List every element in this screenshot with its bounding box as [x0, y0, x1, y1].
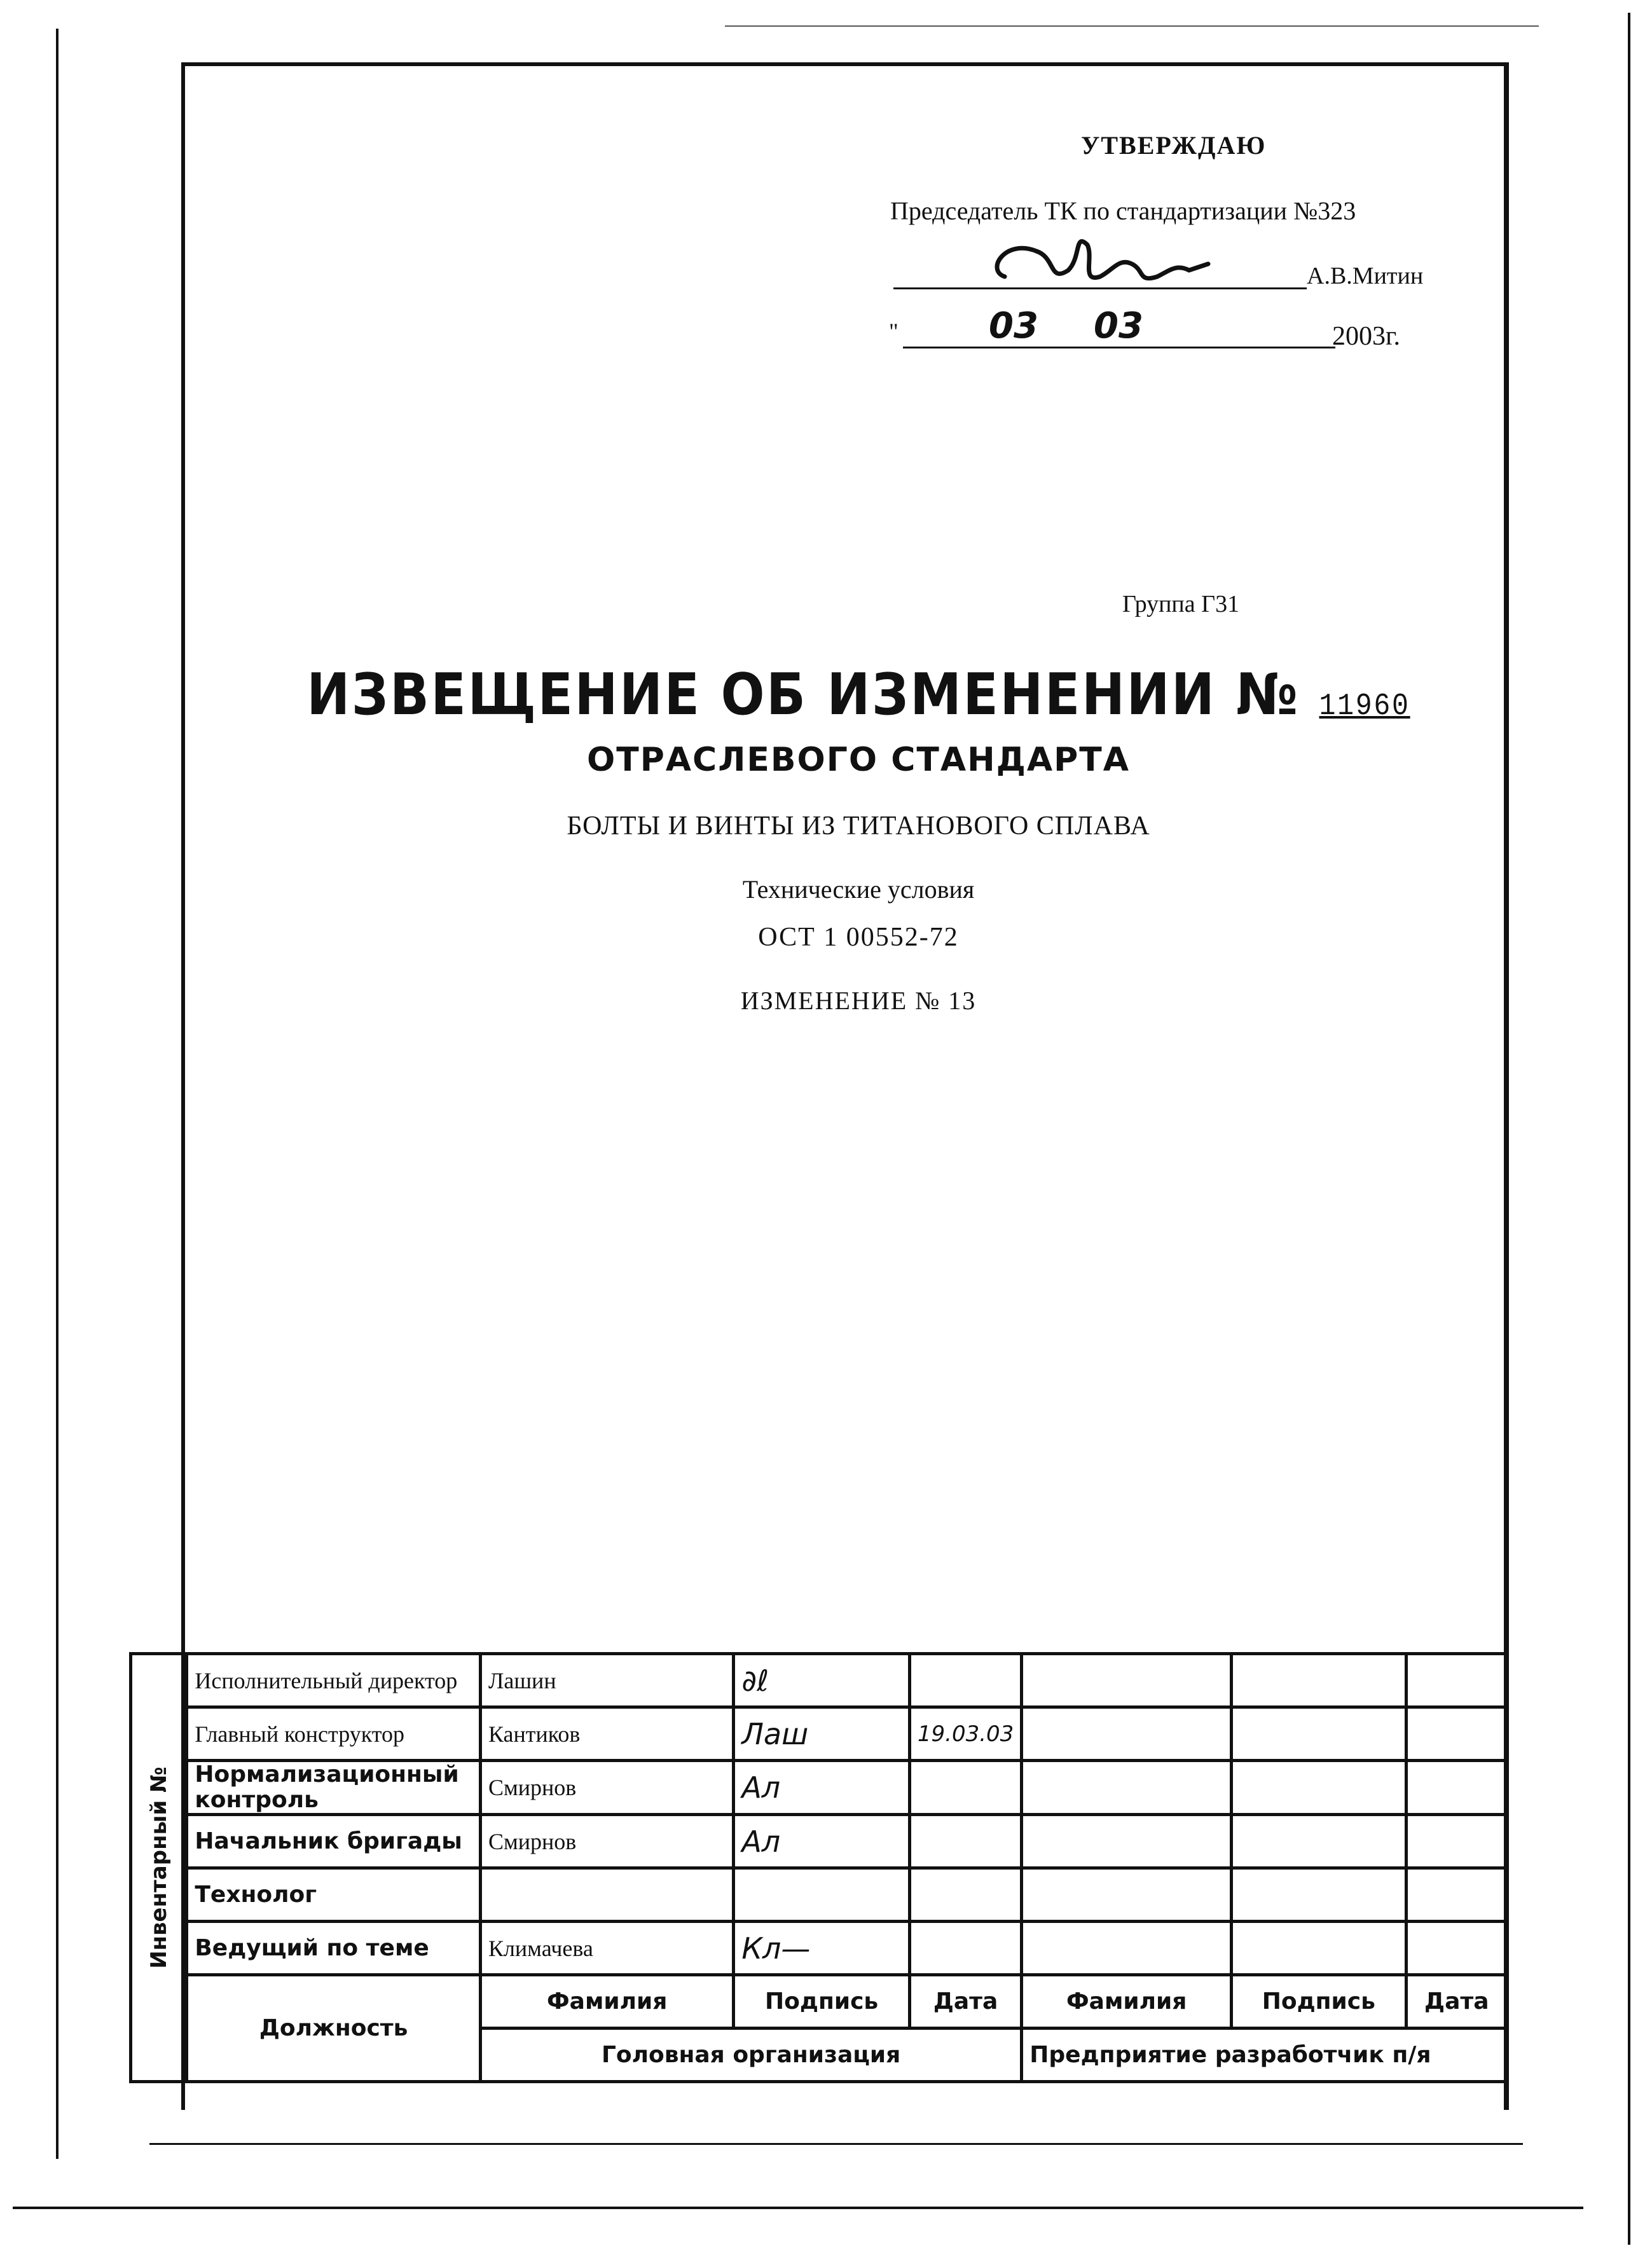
empty-cell — [1232, 1815, 1407, 1868]
table-row — [131, 1761, 1508, 1815]
standard-code: ОСТ 1 00552-72 — [758, 923, 959, 952]
empty-cell — [1406, 1707, 1507, 1761]
notice-title-text: ИЗВЕЩЕНИЕ ОБ ИЗМЕНЕНИИ № — [306, 661, 1300, 728]
header-surname: Фамилия — [480, 1975, 733, 2029]
signature-scribble: Кл— — [741, 1931, 811, 1966]
approval-chair: Председатель ТК по стандартизации №323 — [890, 196, 1356, 225]
spec: Технические условия — [742, 875, 975, 904]
table-row — [131, 1815, 1508, 1868]
name-cell: Климачева — [480, 1922, 733, 1975]
role-cell: Технолог — [187, 1868, 481, 1922]
right-scan-edge — [1628, 13, 1630, 2245]
signature-scribble: ∂ℓ — [741, 1663, 769, 1698]
empty-cell — [1022, 1922, 1232, 1975]
empty-cell — [1232, 1868, 1407, 1922]
date-cell — [909, 1654, 1021, 1707]
empty-cell — [1232, 1922, 1407, 1975]
empty-cell — [1406, 1868, 1507, 1922]
header-position: Должность — [187, 1975, 481, 2082]
role-cell: Исполнительный директор — [187, 1654, 481, 1707]
signature-scribble: Ал — [741, 1824, 781, 1859]
signature-scribble: Ал — [741, 1770, 781, 1805]
empty-cell — [1022, 1868, 1232, 1922]
date-cell — [909, 1761, 1021, 1815]
table-row — [131, 1707, 1508, 1761]
group-code: Группа Г31 — [1122, 591, 1240, 617]
date-cell — [909, 1922, 1021, 1975]
notice-number: 11960 — [1319, 689, 1410, 724]
name-cell — [480, 1868, 733, 1922]
table-header-row — [131, 1975, 1508, 2029]
table-row — [131, 1868, 1508, 1922]
developer-enterprise: Предприятие разработчик п/я — [1022, 2029, 1508, 2082]
approvals-table — [129, 1652, 1509, 2083]
header-surname-2: Фамилия — [1022, 1975, 1232, 2029]
empty-cell — [1022, 1815, 1232, 1868]
role-cell: Нормализационный контроль — [187, 1761, 481, 1815]
empty-cell — [1406, 1761, 1507, 1815]
inventory-cell — [131, 1654, 187, 2082]
signature-cell — [734, 1922, 910, 1975]
lower-rule — [149, 2143, 1523, 2145]
empty-cell — [1232, 1707, 1407, 1761]
approval-year: 2003г. — [1332, 322, 1400, 351]
role-cell: Начальник бригады — [187, 1815, 481, 1868]
approval-day: 03 — [989, 305, 1038, 347]
date-line — [903, 347, 1335, 348]
signature-cell — [734, 1707, 910, 1761]
approval-name: А.В.Митин — [1307, 263, 1424, 289]
empty-cell — [1406, 1922, 1507, 1975]
header-date-2: Дата — [1406, 1975, 1507, 2029]
change-number: ИЗМЕНЕНИЕ № 13 — [740, 986, 977, 1015]
empty-cell — [1232, 1761, 1407, 1815]
empty-cell — [1022, 1707, 1232, 1761]
role-cell: Главный конструктор — [187, 1707, 481, 1761]
table-row — [131, 1922, 1508, 1975]
left-scan-edge — [56, 29, 59, 2159]
signature-cell — [734, 1815, 910, 1868]
empty-cell — [1022, 1761, 1232, 1815]
bottom-scan-edge — [13, 2207, 1583, 2209]
top-rule — [725, 25, 1539, 27]
approval-title: УТВЕРЖДАЮ — [1081, 131, 1267, 160]
header-signature-2: Подпись — [1232, 1975, 1407, 2029]
head-organization: Головная организация — [480, 2029, 1021, 2082]
empty-cell — [1022, 1654, 1232, 1707]
signature-cell — [734, 1868, 910, 1922]
date-cell — [909, 1815, 1021, 1868]
notice-title — [258, 661, 1459, 728]
header-signature: Подпись — [734, 1975, 910, 2029]
empty-cell — [1406, 1815, 1507, 1868]
signature-scribble: Лаш — [741, 1716, 809, 1751]
date-cell — [909, 1868, 1021, 1922]
header-date: Дата — [909, 1975, 1021, 2029]
quote-mark: " — [889, 319, 898, 344]
empty-cell — [1232, 1654, 1407, 1707]
date-cell: 19.03.03 — [909, 1707, 1021, 1761]
name-cell: Лашин — [480, 1654, 733, 1707]
name-cell: Смирнов — [480, 1815, 733, 1868]
name-cell: Кантиков — [480, 1707, 733, 1761]
signature-cell — [734, 1654, 910, 1707]
approval-signature — [979, 232, 1246, 298]
table-row — [131, 1654, 1508, 1707]
name-cell: Смирнов — [480, 1761, 733, 1815]
role-cell: Ведущий по теме — [187, 1922, 481, 1975]
signature-cell — [734, 1761, 910, 1815]
approval-month: 03 — [1094, 305, 1143, 347]
inventory-label: Инвентарный № — [146, 1767, 172, 1969]
standard-type: ОТРАСЛЕВОГО СТАНДАРТА — [587, 741, 1130, 779]
subject: БОЛТЫ И ВИНТЫ ИЗ ТИТАНОВОГО СПЛАВА — [567, 811, 1150, 841]
empty-cell — [1406, 1654, 1507, 1707]
